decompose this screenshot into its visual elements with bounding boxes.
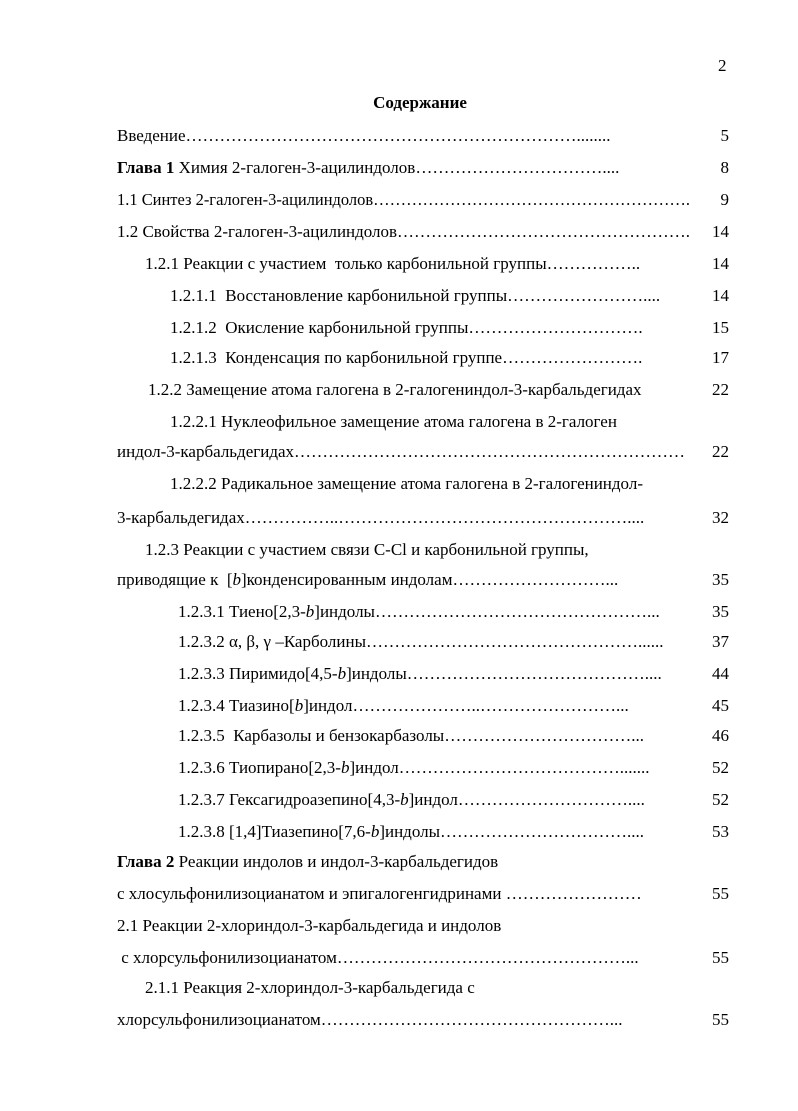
toc-entry-page: 14 — [712, 222, 729, 241]
toc-entry-text: индол-3-карбальдегидах — [117, 442, 295, 461]
toc-entry-page: 52 — [712, 790, 729, 809]
toc-entry — [117, 442, 685, 462]
toc-entry-text: 1.2.2.2 Радикальное замещение атома галогена в 2-галогениндол- — [170, 474, 643, 493]
toc-entry-leader: …………….. — [546, 254, 641, 273]
toc-entry-text: ]индол — [303, 696, 353, 715]
toc-entry-page: 55 — [712, 1010, 729, 1029]
toc-entry-text: Введение — [117, 126, 186, 145]
toc-entry-leader: ……………..…………………………………………….... — [244, 508, 645, 527]
toc-entry-text: 1.2.1.1 Восстановление карбонильной группы — [170, 286, 508, 305]
toc-entry-text: 2.1 Реакции 2-хлориндол-3-карбальдегида и индолов — [117, 916, 502, 935]
toc-entry-text: 1.2.3.5 Карбазолы и бензокарбазолы — [178, 726, 445, 745]
toc-entry-text: 1.2.2.1 Нуклеофильное замещение атома галогена в 2-галоген — [170, 412, 617, 431]
toc-entry-text: Химия 2-галоген-3-ацилиндолов — [174, 158, 416, 177]
toc-entry-leader: …………………..……………………... — [352, 696, 629, 715]
toc-entry-italic: b — [340, 758, 350, 777]
toc-entry-text-prefix: 1.2.3.6 Тиопирано[2,3- — [178, 758, 341, 777]
toc-entry-page: 55 — [712, 948, 729, 967]
toc-entry-page: 35 — [712, 602, 729, 621]
toc-entry — [117, 158, 619, 178]
toc-entry-page: 22 — [712, 442, 729, 461]
toc-entry-italic: b — [305, 602, 315, 621]
toc-entry-text: 1.2 Свойства 2-галоген-3-ацилиндолов — [117, 222, 398, 241]
toc-entry — [117, 916, 501, 936]
toc-entry-leader: ……………………………………………. — [397, 222, 690, 241]
toc-entry-leader: …………………….... — [507, 286, 661, 305]
toc-entry-leader: ………………………….... — [457, 790, 645, 809]
toc-entry-leader: ……………………. — [502, 348, 643, 367]
toc-entry-text: Реакции индолов и индол-3-карбальдегидов — [174, 852, 499, 871]
toc-entry-leader: …………………………………....... — [398, 758, 650, 777]
toc-entry-page: 44 — [712, 664, 729, 683]
toc-entry-text: 1.2.3.2 α, β, γ –Карболины — [178, 632, 367, 651]
toc-entry-leader: …………………………. — [468, 318, 643, 337]
toc-entry-page: 55 — [712, 884, 729, 903]
toc-entry-text: ]индолы — [379, 822, 440, 841]
toc-entry — [145, 540, 589, 560]
toc-entry — [117, 222, 690, 242]
toc-entry-italic: b — [370, 822, 380, 841]
toc-entry-page: 32 — [712, 508, 729, 527]
chapter-label: Глава 2 — [117, 852, 175, 871]
toc-entry-page: 9 — [720, 190, 729, 209]
toc-entry-page: 45 — [712, 696, 729, 715]
toc-entry-page: 17 — [712, 348, 729, 367]
page-number: 2 — [718, 56, 727, 75]
toc-entry — [117, 884, 642, 904]
toc-entry-leader: …………………………………….... — [406, 664, 662, 683]
toc-entry-text-prefix: 1.2.3.7 Гексагидроазепино[4,3- — [178, 790, 401, 809]
toc-entry-text: 1.2.1.3 Конденсация по карбонильной группе — [170, 348, 503, 367]
toc-entry-italic: b — [294, 696, 304, 715]
toc-entry-text: 2.1.1 Реакция 2-хлориндол-3-карбальдегида с — [145, 978, 475, 997]
toc-entry-italic: b — [232, 570, 241, 589]
toc-entry-leader: ………………………... — [452, 570, 619, 589]
toc-entry — [117, 508, 644, 528]
toc-entry — [145, 254, 640, 274]
toc-entry — [117, 570, 618, 590]
toc-entry-leader: ……………………………………………………………........ — [185, 126, 611, 145]
toc-entry — [148, 380, 642, 400]
toc-entry — [117, 948, 639, 968]
toc-entry-italic: b — [400, 790, 409, 809]
toc-entry-text: 1.1 Синтез 2-галоген-3-ацилиндолов — [117, 190, 374, 209]
toc-entry-text-prefix: 1.2.3.1 Тиено[2,3- — [178, 602, 306, 621]
toc-entry — [178, 822, 644, 842]
toc-entry-leader: …………………………….... — [440, 822, 644, 841]
toc-entry-page: 8 — [720, 158, 729, 177]
toc-entry-text: ]конденсированным индолам — [241, 570, 453, 589]
toc-entry-text-prefix: 1.2.3.8 [1,4]Тиазепино[7,6- — [178, 822, 371, 841]
toc-entry — [117, 126, 611, 146]
toc-entry-page: 35 — [712, 570, 729, 589]
toc-entry-page: 52 — [712, 758, 729, 777]
toc-entry — [117, 190, 690, 210]
toc-entry-leader: …………………………………………...... — [366, 632, 664, 651]
toc-entry — [117, 852, 498, 872]
toc-entry-text: 1.2.3 Реакции с участием связи С-Cl и карбонильной группы, — [145, 540, 589, 559]
toc-entry-text-prefix: приводящие к [ — [117, 570, 233, 589]
toc-entry — [178, 726, 644, 746]
toc-entry — [117, 1010, 623, 1030]
toc-entry-text: с хлорсульфонилизоцианатом — [117, 948, 337, 967]
toc-entry-text-prefix: 1.2.3.4 Тиазино[ — [178, 696, 295, 715]
toc-entry-page: 22 — [712, 380, 729, 399]
toc-entry-text: ]индолы — [346, 664, 407, 683]
toc-entry — [170, 412, 617, 432]
toc-entry — [170, 348, 642, 368]
toc-entry — [170, 318, 643, 338]
toc-entry — [178, 758, 650, 778]
toc-entry — [178, 664, 662, 684]
toc-entry-page: 53 — [712, 822, 729, 841]
toc-entry-page: 46 — [712, 726, 729, 745]
toc-entry — [170, 474, 643, 494]
toc-entry — [145, 978, 475, 998]
toc-entry — [170, 286, 660, 306]
toc-entry-italic: b — [337, 664, 347, 683]
toc-entry-leader: ……………………………………………... — [320, 1010, 623, 1029]
toc-entry — [178, 790, 645, 810]
toc-entry-leader: …………………………….... — [415, 158, 620, 177]
toc-entry-text: ]индол — [408, 790, 458, 809]
toc-entry-page: 5 — [720, 126, 729, 145]
toc-entry-text: ]индол — [349, 758, 399, 777]
toc-entry-text: с хлосульфонилизоцианатом и эпигалогенгидринами — [117, 884, 506, 903]
toc-entry-text-prefix: 1.2.3.3 Пиримидо[4,5- — [178, 664, 338, 683]
chapter-label: Глава 1 — [117, 158, 175, 177]
toc-entry-leader: …………………………………………………. — [373, 190, 690, 209]
toc-entry-page: 15 — [712, 318, 729, 337]
toc-entry-text: 1.2.2 Замещение атома галогена в 2-галогениндол-3-карбальдегидах — [148, 380, 642, 399]
toc-entry-text: хлорсульфонилизоцианатом — [117, 1010, 321, 1029]
toc-entry-leader: ……………………………………………... — [336, 948, 639, 967]
toc-entry-page: 37 — [712, 632, 729, 651]
toc-entry-text: 1.2.1 Реакции с участием только карбонильной группы — [145, 254, 547, 273]
toc-entry-page: 14 — [712, 254, 729, 273]
toc-entry-leader: ……………………………... — [444, 726, 644, 745]
page-title: Содержание — [373, 93, 467, 112]
toc-entry — [178, 602, 660, 622]
toc-entry-text: ]индолы — [314, 602, 375, 621]
toc-entry-text: 1.2.1.2 Окисление карбонильной группы — [170, 318, 469, 337]
toc-entry-leader: …………………………………………... — [374, 602, 660, 621]
toc-entry — [178, 696, 629, 716]
toc-entry — [178, 632, 664, 652]
toc-entry-text: 3-карбальдегидах — [117, 508, 245, 527]
toc-entry-leader: …………………… — [505, 884, 642, 903]
toc-entry-leader: …………………………………………………………… — [294, 442, 686, 461]
toc-entry-page: 14 — [712, 286, 729, 305]
